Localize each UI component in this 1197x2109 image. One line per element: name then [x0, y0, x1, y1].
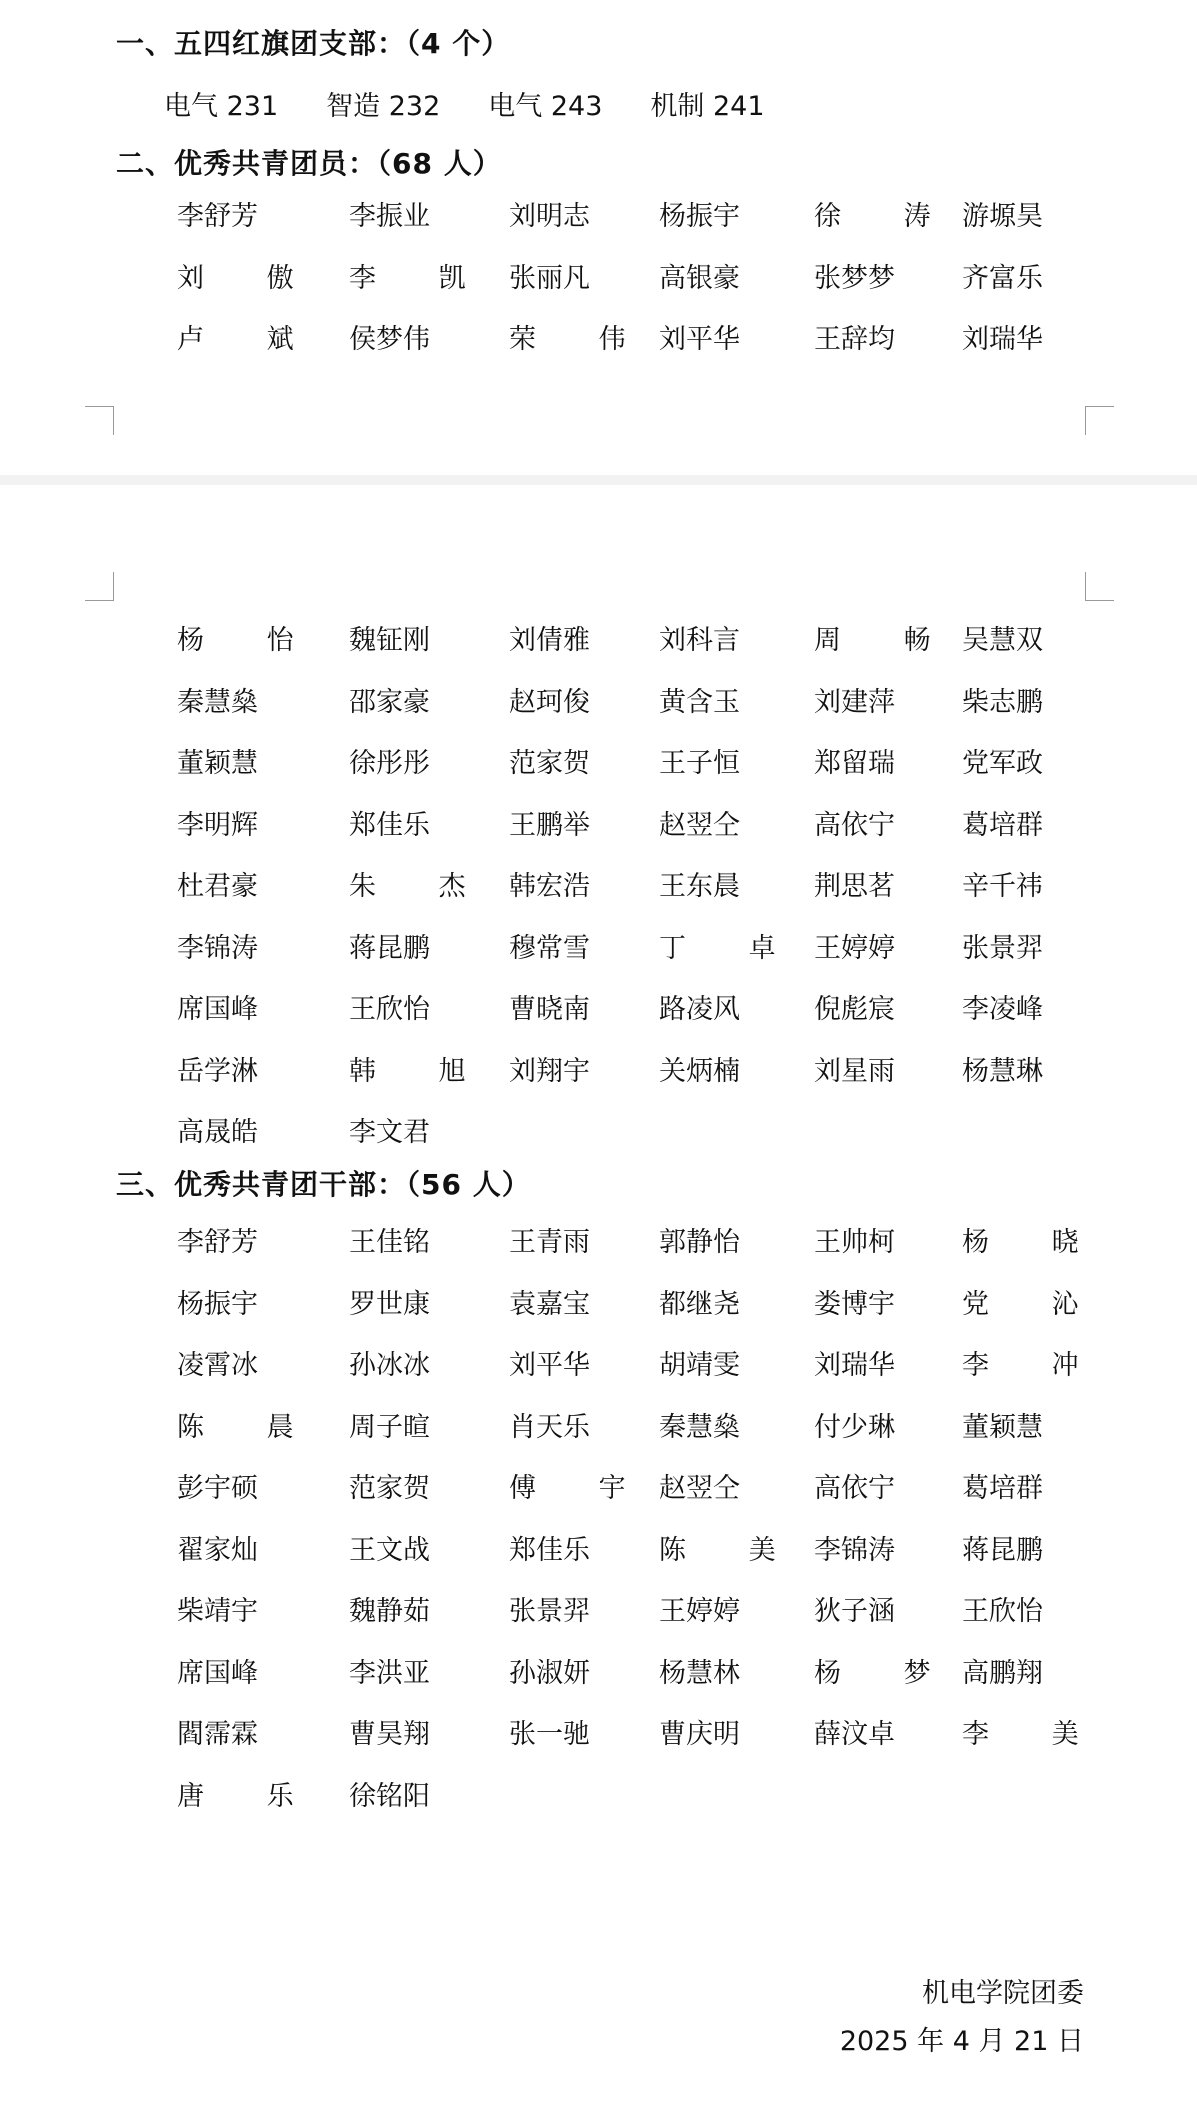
name-cell: 魏静茹 — [349, 1596, 430, 1627]
document-page-1 — [0, 0, 1197, 475]
name-cell: 李舒芳 — [177, 1227, 258, 1258]
name-cell: 王婷婷 — [814, 932, 895, 964]
page-corner-mark — [1085, 572, 1114, 601]
name-cell: 薛汶卓 — [814, 1719, 895, 1750]
section-1-unit-list — [164, 84, 813, 123]
name-cell: 邵家豪 — [349, 686, 430, 718]
name-cell: 王欣怡 — [962, 1596, 1043, 1627]
name-cell: 周 畅 — [814, 625, 958, 656]
name-cell: 张景羿 — [962, 932, 1043, 964]
name-cell: 杨慧琳 — [962, 1055, 1043, 1087]
name-cell: 李振业 — [349, 201, 430, 232]
name-cell: 董颖慧 — [962, 1411, 1043, 1443]
name-cell: 刘明志 — [509, 201, 590, 232]
name-cell: 韩宏浩 — [509, 871, 590, 902]
name-cell: 曹庆明 — [659, 1719, 740, 1750]
name-cell: 李凌峰 — [962, 994, 1043, 1025]
name-cell: 席国峰 — [177, 994, 258, 1025]
name-cell: 赵翌仝 — [659, 809, 740, 841]
name-cell: 张丽凡 — [509, 262, 590, 294]
name-cell: 狄子涵 — [814, 1596, 895, 1627]
name-cell: 高依宁 — [814, 1473, 895, 1504]
name-cell: 王青雨 — [509, 1227, 590, 1258]
name-cell: 杜君豪 — [177, 871, 258, 902]
page-corner-mark — [1085, 406, 1114, 435]
name-cell: 肖天乐 — [509, 1411, 590, 1443]
name-cell: 曹晓南 — [509, 994, 590, 1025]
name-cell: 徐彤彤 — [349, 748, 430, 779]
name-cell: 关炳楠 — [659, 1055, 740, 1087]
name-cell: 刘科言 — [659, 625, 740, 656]
name-cell: 黄含玉 — [659, 686, 740, 718]
section-2-name-grid-page-1 — [177, 199, 1062, 384]
name-cell: 王辞均 — [814, 324, 895, 355]
signature-org: 机电学院团委 — [922, 1978, 1084, 2009]
page-corner-mark — [85, 572, 114, 601]
name-cell: 倪彪宸 — [814, 994, 895, 1025]
name-cell: 高银豪 — [659, 262, 740, 294]
name-cell: 王佳铭 — [349, 1227, 430, 1258]
name-cell: 王子恒 — [659, 748, 740, 779]
name-cell: 郑留瑞 — [814, 748, 895, 779]
name-cell: 彭宇硕 — [177, 1473, 258, 1504]
name-cell: 董颖慧 — [177, 748, 258, 779]
section-1-heading: 一、五四红旗团支部：（4 个） — [116, 27, 511, 60]
name-cell: 高鹏翔 — [962, 1657, 1043, 1689]
name-cell: 韩 旭 — [349, 1055, 493, 1087]
name-cell: 胡靖雯 — [659, 1350, 740, 1381]
name-cell: 张梦梦 — [814, 262, 895, 294]
name-cell: 都继尧 — [659, 1288, 740, 1320]
name-cell: 游塬昊 — [962, 201, 1043, 232]
name-cell: 侯梦伟 — [349, 324, 430, 355]
name-cell: 刘瑞华 — [814, 1350, 895, 1381]
name-cell: 刘倩雅 — [509, 625, 590, 656]
name-cell: 杨慧林 — [659, 1657, 740, 1689]
name-cell: 娄博宇 — [814, 1288, 895, 1320]
name-cell: 郑佳乐 — [509, 1534, 590, 1566]
name-cell: 张景羿 — [509, 1596, 590, 1627]
name-cell: 孙冰冰 — [349, 1350, 430, 1381]
name-cell: 高晟皓 — [177, 1117, 258, 1148]
name-cell: 李洪亚 — [349, 1657, 430, 1689]
name-cell: 党 沁 — [962, 1288, 1106, 1320]
name-cell: 范家贺 — [509, 748, 590, 779]
name-cell: 葛培群 — [962, 1473, 1043, 1504]
name-cell: 陈 美 — [659, 1534, 803, 1566]
name-cell: 刘平华 — [509, 1350, 590, 1381]
name-cell: 刘瑞华 — [962, 324, 1043, 355]
name-cell: 罗世康 — [349, 1288, 430, 1320]
name-cell: 刘星雨 — [814, 1055, 895, 1087]
name-cell: 辛千祎 — [962, 871, 1043, 902]
name-cell: 刘 傲 — [177, 262, 321, 294]
document-page-2 — [0, 485, 1197, 2109]
name-cell: 王帅柯 — [814, 1227, 895, 1258]
name-cell: 赵翌仝 — [659, 1473, 740, 1504]
name-cell: 蒋昆鹏 — [349, 932, 430, 964]
name-cell: 王文战 — [349, 1534, 430, 1566]
name-cell: 范家贺 — [349, 1473, 430, 1504]
unit-item: 智造 232 — [326, 91, 441, 122]
name-cell: 柴靖宇 — [177, 1596, 258, 1627]
name-cell: 席国峰 — [177, 1657, 258, 1689]
name-cell: 岳学淋 — [177, 1055, 258, 1087]
name-cell: 葛培群 — [962, 809, 1043, 841]
name-cell: 齐富乐 — [962, 262, 1043, 294]
name-cell: 陈 晨 — [177, 1411, 321, 1443]
name-cell: 丁 卓 — [659, 932, 803, 964]
unit-item: 电气 231 — [164, 91, 279, 122]
name-cell: 王东晨 — [659, 871, 740, 902]
name-cell: 傅 宇 — [509, 1473, 653, 1504]
name-cell: 穆常雪 — [509, 932, 590, 964]
name-cell: 王婷婷 — [659, 1596, 740, 1627]
name-cell: 杨振宇 — [177, 1288, 258, 1320]
name-cell: 魏钲刚 — [349, 625, 430, 656]
name-cell: 李锦涛 — [177, 932, 258, 964]
name-cell: 杨 梦 — [814, 1657, 958, 1689]
name-cell: 蒋昆鹏 — [962, 1534, 1043, 1566]
signature-date: 2025 年 4 月 21 日 — [839, 2026, 1084, 2057]
unit-item: 电气 243 — [488, 91, 603, 122]
name-cell: 荣 伟 — [509, 324, 653, 355]
name-cell: 朱 杰 — [349, 871, 493, 902]
name-cell: 袁嘉宝 — [509, 1288, 590, 1320]
name-cell: 唐 乐 — [177, 1780, 321, 1812]
name-cell: 李 凯 — [349, 262, 493, 294]
name-cell: 荆思茗 — [814, 871, 895, 902]
name-cell: 閻霈霖 — [177, 1719, 258, 1750]
name-cell: 张一驰 — [509, 1719, 590, 1750]
name-cell: 李舒芳 — [177, 201, 258, 232]
name-cell: 高依宁 — [814, 809, 895, 841]
name-cell: 卢 斌 — [177, 324, 321, 355]
name-cell: 李文君 — [349, 1117, 430, 1148]
name-cell: 凌霄冰 — [177, 1350, 258, 1381]
section-3-name-grid — [177, 1225, 1106, 1840]
section-3-heading: 三、优秀共青团干部：（56 人） — [116, 1168, 531, 1201]
name-cell: 王欣怡 — [349, 994, 430, 1025]
name-cell: 李 美 — [962, 1719, 1106, 1750]
section-2-heading: 二、优秀共青团员：（68 人） — [116, 147, 502, 180]
name-cell: 周子暄 — [349, 1411, 430, 1443]
name-cell: 李 冲 — [962, 1350, 1106, 1381]
name-cell: 郑佳乐 — [349, 809, 430, 841]
name-cell: 徐 涛 — [814, 201, 958, 232]
name-cell: 党军政 — [962, 748, 1043, 779]
name-cell: 刘平华 — [659, 324, 740, 355]
name-cell: 刘翔宇 — [509, 1055, 590, 1087]
page-separator — [0, 475, 1197, 485]
name-cell: 吴慧双 — [962, 625, 1043, 656]
name-cell: 杨振宇 — [659, 201, 740, 232]
name-cell: 刘建萍 — [814, 686, 895, 718]
name-cell: 徐铭阳 — [349, 1780, 430, 1812]
name-cell: 李锦涛 — [814, 1534, 895, 1566]
page-corner-mark — [85, 406, 114, 435]
name-cell: 杨 怡 — [177, 625, 321, 656]
name-cell: 路凌风 — [659, 994, 740, 1025]
name-cell: 孙淑妍 — [509, 1657, 590, 1689]
name-cell: 翟家灿 — [177, 1534, 258, 1566]
name-cell: 杨 晓 — [962, 1227, 1106, 1258]
unit-item: 机制 241 — [650, 91, 765, 122]
name-cell: 秦慧燊 — [659, 1411, 740, 1443]
section-2-name-grid-page-2 — [177, 623, 1062, 1177]
name-cell: 郭静怡 — [659, 1227, 740, 1258]
name-cell: 李明辉 — [177, 809, 258, 841]
name-cell: 曹昊翔 — [349, 1719, 430, 1750]
name-cell: 柴志鹏 — [962, 686, 1043, 718]
name-cell: 付少琳 — [814, 1411, 895, 1443]
name-cell: 秦慧燊 — [177, 686, 258, 718]
name-cell: 王鹏举 — [509, 809, 590, 841]
name-cell: 赵珂俊 — [509, 686, 590, 718]
